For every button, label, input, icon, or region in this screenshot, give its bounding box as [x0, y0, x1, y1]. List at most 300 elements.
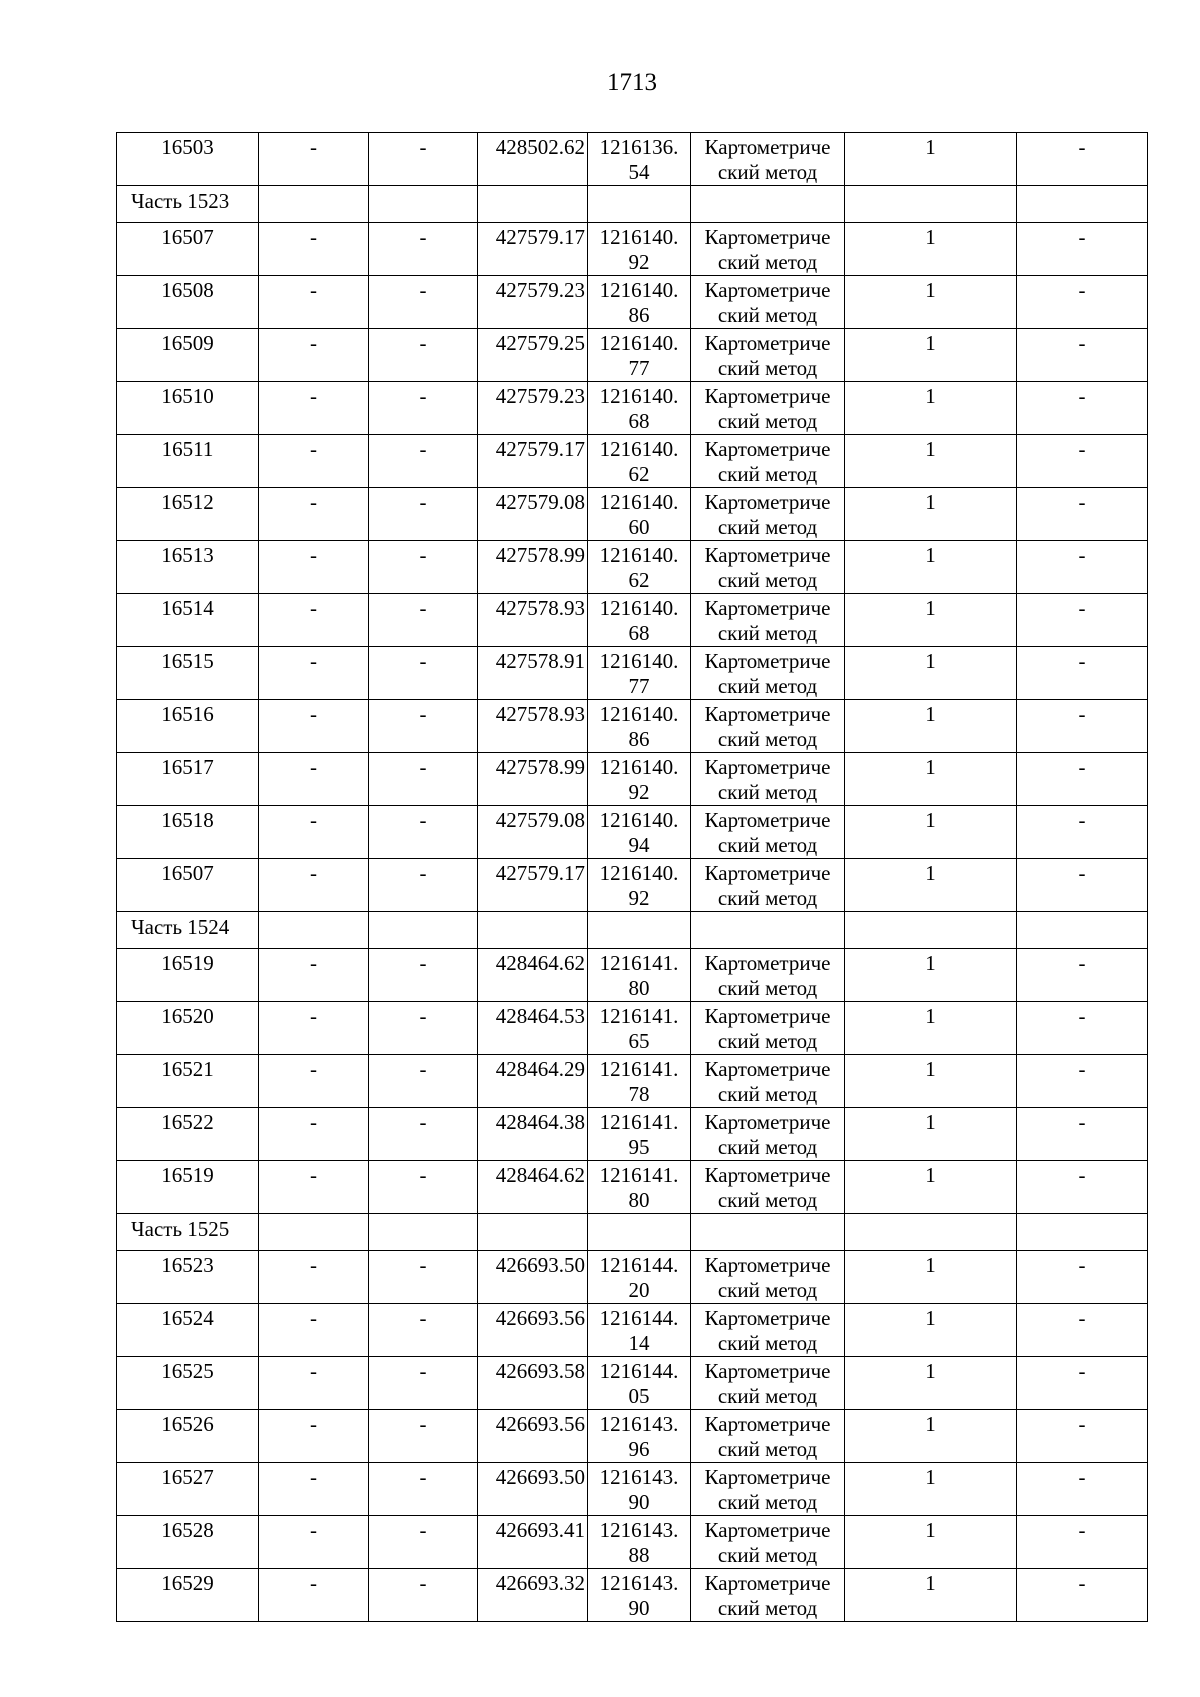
empty-cell	[478, 912, 588, 949]
point-number-cell: 16529	[117, 1569, 259, 1622]
y-coordinate-part2: 92	[628, 780, 650, 804]
method-cell	[691, 1161, 845, 1214]
y-coordinate-cell	[588, 1161, 691, 1214]
x-coordinate-cell: 427579.17	[478, 435, 588, 488]
method-line1: Картометриче	[704, 1571, 831, 1595]
dash-cell: -	[259, 1463, 369, 1516]
y-coordinate-cell	[588, 329, 691, 382]
method-line1: Картометриче	[704, 1465, 831, 1489]
accuracy-cell: 1	[845, 859, 1017, 912]
dash-cell: -	[259, 276, 369, 329]
accuracy-cell: 1	[845, 594, 1017, 647]
method-line1: Картометриче	[704, 649, 831, 673]
dash-cell: -	[369, 949, 478, 1002]
section-label: Часть 1524	[117, 912, 259, 949]
dash-cell: -	[1017, 1002, 1148, 1055]
dash-cell: -	[369, 1055, 478, 1108]
point-number-cell: 16527	[117, 1463, 259, 1516]
dash-cell: -	[369, 1304, 478, 1357]
dash-cell: -	[369, 700, 478, 753]
accuracy-cell: 1	[845, 700, 1017, 753]
method-line2: ский метод	[717, 1596, 818, 1620]
empty-cell	[588, 912, 691, 949]
y-coordinate-cell	[588, 700, 691, 753]
x-coordinate-cell: 427578.93	[478, 700, 588, 753]
dash-cell: -	[259, 594, 369, 647]
method-cell	[691, 276, 845, 329]
empty-cell	[1017, 1214, 1148, 1251]
y-coordinate-part1: 1216140.	[599, 543, 679, 567]
table-row	[117, 1108, 1148, 1161]
x-coordinate-cell: 428464.38	[478, 1108, 588, 1161]
y-coordinate-part2: 77	[628, 674, 650, 698]
empty-cell	[369, 1214, 478, 1251]
accuracy-cell: 1	[845, 1357, 1017, 1410]
empty-cell	[369, 186, 478, 223]
empty-cell	[691, 912, 845, 949]
dash-cell: -	[1017, 382, 1148, 435]
dash-cell: -	[259, 1357, 369, 1410]
empty-cell	[691, 1214, 845, 1251]
y-coordinate-part1: 1216140.	[599, 755, 679, 779]
method-line2: ский метод	[717, 1278, 818, 1302]
method-cell	[691, 647, 845, 700]
dash-cell: -	[259, 1410, 369, 1463]
table-row	[117, 753, 1148, 806]
dash-cell: -	[259, 859, 369, 912]
dash-cell: -	[1017, 223, 1148, 276]
table-row	[117, 329, 1148, 382]
method-cell	[691, 1357, 845, 1410]
table-row	[117, 1002, 1148, 1055]
y-coordinate-cell	[588, 382, 691, 435]
table-row	[117, 859, 1148, 912]
dash-cell: -	[259, 541, 369, 594]
dash-cell: -	[369, 435, 478, 488]
method-cell	[691, 1002, 845, 1055]
section-label: Часть 1525	[117, 1214, 259, 1251]
method-cell	[691, 223, 845, 276]
method-line1: Картометриче	[704, 596, 831, 620]
dash-cell: -	[259, 753, 369, 806]
method-line1: Картометриче	[704, 702, 831, 726]
accuracy-cell: 1	[845, 382, 1017, 435]
dash-cell: -	[259, 1251, 369, 1304]
x-coordinate-cell: 428464.53	[478, 1002, 588, 1055]
table-row	[117, 223, 1148, 276]
dash-cell: -	[369, 753, 478, 806]
method-cell	[691, 488, 845, 541]
method-line2: ский метод	[717, 1331, 818, 1355]
empty-cell	[845, 912, 1017, 949]
method-line2: ский метод	[717, 1543, 818, 1567]
dash-cell: -	[369, 329, 478, 382]
dash-cell: -	[369, 1410, 478, 1463]
dash-cell: -	[369, 1251, 478, 1304]
accuracy-cell: 1	[845, 1002, 1017, 1055]
point-number-cell: 16503	[117, 133, 259, 186]
point-number-cell: 16507	[117, 223, 259, 276]
method-line1: Картометриче	[704, 384, 831, 408]
method-line1: Картометриче	[704, 1163, 831, 1187]
point-number-cell: 16520	[117, 1002, 259, 1055]
method-cell	[691, 949, 845, 1002]
y-coordinate-part2: 68	[628, 409, 650, 433]
table-row	[117, 647, 1148, 700]
x-coordinate-cell: 427578.99	[478, 541, 588, 594]
table-row	[117, 276, 1148, 329]
dash-cell: -	[369, 133, 478, 186]
dash-cell: -	[259, 223, 369, 276]
accuracy-cell: 1	[845, 1251, 1017, 1304]
empty-cell	[259, 1214, 369, 1251]
y-coordinate-part1: 1216143.	[599, 1518, 679, 1542]
dash-cell: -	[259, 488, 369, 541]
dash-cell: -	[1017, 435, 1148, 488]
point-number-cell: 16517	[117, 753, 259, 806]
x-coordinate-cell: 428464.62	[478, 1161, 588, 1214]
dash-cell: -	[369, 594, 478, 647]
y-coordinate-part2: 68	[628, 621, 650, 645]
x-coordinate-cell: 426693.56	[478, 1304, 588, 1357]
dash-cell: -	[259, 1108, 369, 1161]
method-cell	[691, 753, 845, 806]
method-line2: ский метод	[717, 1437, 818, 1461]
accuracy-cell: 1	[845, 1304, 1017, 1357]
method-line1: Картометриче	[704, 543, 831, 567]
method-cell	[691, 594, 845, 647]
dash-cell: -	[369, 1108, 478, 1161]
y-coordinate-part1: 1216140.	[599, 225, 679, 249]
dash-cell: -	[1017, 753, 1148, 806]
dash-cell: -	[1017, 276, 1148, 329]
y-coordinate-part1: 1216141.	[599, 951, 679, 975]
section-label: Часть 1523	[117, 186, 259, 223]
method-line2: ский метод	[717, 303, 818, 327]
method-line1: Картометриче	[704, 1306, 831, 1330]
dash-cell: -	[259, 647, 369, 700]
table-row	[117, 1161, 1148, 1214]
y-coordinate-cell	[588, 1569, 691, 1622]
accuracy-cell: 1	[845, 1410, 1017, 1463]
y-coordinate-part1: 1216144.	[599, 1359, 679, 1383]
y-coordinate-cell	[588, 435, 691, 488]
empty-cell	[588, 1214, 691, 1251]
empty-cell	[1017, 912, 1148, 949]
y-coordinate-cell	[588, 647, 691, 700]
y-coordinate-part1: 1216144.	[599, 1306, 679, 1330]
method-line2: ский метод	[717, 1490, 818, 1514]
dash-cell: -	[1017, 488, 1148, 541]
y-coordinate-part2: 90	[628, 1490, 650, 1514]
dash-cell: -	[369, 859, 478, 912]
dash-cell: -	[1017, 594, 1148, 647]
y-coordinate-part2: 54	[628, 160, 650, 184]
method-cell	[691, 1569, 845, 1622]
accuracy-cell: 1	[845, 1108, 1017, 1161]
accuracy-cell: 1	[845, 1161, 1017, 1214]
method-cell	[691, 382, 845, 435]
y-coordinate-cell	[588, 1410, 691, 1463]
accuracy-cell: 1	[845, 647, 1017, 700]
point-number-cell: 16511	[117, 435, 259, 488]
x-coordinate-cell: 427579.23	[478, 382, 588, 435]
dash-cell: -	[1017, 647, 1148, 700]
y-coordinate-part1: 1216141.	[599, 1004, 679, 1028]
table-row	[117, 1304, 1148, 1357]
method-line2: ский метод	[717, 727, 818, 751]
dash-cell: -	[369, 488, 478, 541]
method-cell	[691, 1108, 845, 1161]
y-coordinate-cell	[588, 753, 691, 806]
dash-cell: -	[369, 382, 478, 435]
x-coordinate-cell: 427579.08	[478, 488, 588, 541]
accuracy-cell: 1	[845, 949, 1017, 1002]
method-line1: Картометриче	[704, 225, 831, 249]
method-cell	[691, 859, 845, 912]
x-coordinate-cell: 428464.62	[478, 949, 588, 1002]
method-line1: Картометриче	[704, 490, 831, 514]
x-coordinate-cell: 426693.41	[478, 1516, 588, 1569]
table-row	[117, 1463, 1148, 1516]
method-cell	[691, 1251, 845, 1304]
dash-cell: -	[259, 1055, 369, 1108]
dash-cell: -	[259, 435, 369, 488]
method-line1: Картометриче	[704, 437, 831, 461]
method-line2: ский метод	[717, 674, 818, 698]
point-number-cell: 16518	[117, 806, 259, 859]
y-coordinate-cell	[588, 949, 691, 1002]
table-row	[117, 700, 1148, 753]
dash-cell: -	[259, 1304, 369, 1357]
point-number-cell: 16521	[117, 1055, 259, 1108]
method-line1: Картометриче	[704, 951, 831, 975]
point-number-cell: 16509	[117, 329, 259, 382]
table-row	[117, 435, 1148, 488]
y-coordinate-cell	[588, 1357, 691, 1410]
dash-cell: -	[1017, 859, 1148, 912]
empty-cell	[691, 186, 845, 223]
x-coordinate-cell: 427578.93	[478, 594, 588, 647]
accuracy-cell: 1	[845, 329, 1017, 382]
point-number-cell: 16525	[117, 1357, 259, 1410]
dash-cell: -	[369, 1161, 478, 1214]
method-line2: ский метод	[717, 515, 818, 539]
dash-cell: -	[1017, 949, 1148, 1002]
dash-cell: -	[1017, 1251, 1148, 1304]
method-cell	[691, 1410, 845, 1463]
method-line1: Картометриче	[704, 1518, 831, 1542]
accuracy-cell: 1	[845, 541, 1017, 594]
y-coordinate-cell	[588, 859, 691, 912]
y-coordinate-part2: 80	[628, 976, 650, 1000]
table-row	[117, 541, 1148, 594]
dash-cell: -	[369, 806, 478, 859]
y-coordinate-part2: 77	[628, 356, 650, 380]
x-coordinate-cell: 427579.17	[478, 223, 588, 276]
table-row	[117, 382, 1148, 435]
dash-cell: -	[1017, 329, 1148, 382]
x-coordinate-cell: 427579.25	[478, 329, 588, 382]
point-number-cell: 16512	[117, 488, 259, 541]
dash-cell: -	[369, 276, 478, 329]
x-coordinate-cell: 427578.99	[478, 753, 588, 806]
accuracy-cell: 1	[845, 1569, 1017, 1622]
method-line2: ский метод	[717, 1188, 818, 1212]
y-coordinate-cell	[588, 1108, 691, 1161]
point-number-cell: 16507	[117, 859, 259, 912]
y-coordinate-cell	[588, 1251, 691, 1304]
y-coordinate-part1: 1216140.	[599, 596, 679, 620]
method-line2: ский метод	[717, 1082, 818, 1106]
y-coordinate-part2: 86	[628, 303, 650, 327]
y-coordinate-cell	[588, 223, 691, 276]
x-coordinate-cell: 426693.50	[478, 1251, 588, 1304]
method-line2: ский метод	[717, 976, 818, 1000]
y-coordinate-part1: 1216143.	[599, 1412, 679, 1436]
empty-cell	[259, 186, 369, 223]
method-cell	[691, 133, 845, 186]
accuracy-cell: 1	[845, 806, 1017, 859]
x-coordinate-cell: 428502.62	[478, 133, 588, 186]
y-coordinate-cell	[588, 1463, 691, 1516]
empty-cell	[369, 912, 478, 949]
y-coordinate-part2: 80	[628, 1188, 650, 1212]
method-line2: ский метод	[717, 833, 818, 857]
point-number-cell: 16523	[117, 1251, 259, 1304]
x-coordinate-cell: 427579.08	[478, 806, 588, 859]
x-coordinate-cell: 426693.50	[478, 1463, 588, 1516]
accuracy-cell: 1	[845, 223, 1017, 276]
dash-cell: -	[1017, 1108, 1148, 1161]
x-coordinate-cell: 427579.17	[478, 859, 588, 912]
accuracy-cell: 1	[845, 488, 1017, 541]
dash-cell: -	[259, 700, 369, 753]
y-coordinate-part2: 94	[628, 833, 650, 857]
accuracy-cell: 1	[845, 1055, 1017, 1108]
method-line2: ский метод	[717, 1029, 818, 1053]
x-coordinate-cell: 427578.91	[478, 647, 588, 700]
y-coordinate-cell	[588, 1304, 691, 1357]
dash-cell: -	[259, 1002, 369, 1055]
method-line1: Картометриче	[704, 808, 831, 832]
method-line1: Картометриче	[704, 755, 831, 779]
accuracy-cell: 1	[845, 435, 1017, 488]
y-coordinate-part2: 14	[628, 1331, 650, 1355]
empty-cell	[259, 912, 369, 949]
y-coordinate-part1: 1216140.	[599, 278, 679, 302]
y-coordinate-part1: 1216140.	[599, 437, 679, 461]
y-coordinate-part1: 1216140.	[599, 861, 679, 885]
y-coordinate-part2: 86	[628, 727, 650, 751]
y-coordinate-part2: 88	[628, 1543, 650, 1567]
dash-cell: -	[369, 1463, 478, 1516]
y-coordinate-cell	[588, 541, 691, 594]
y-coordinate-cell	[588, 133, 691, 186]
method-cell	[691, 435, 845, 488]
point-number-cell: 16514	[117, 594, 259, 647]
table-row	[117, 1251, 1148, 1304]
method-line2: ский метод	[717, 160, 818, 184]
table-row	[117, 1410, 1148, 1463]
x-coordinate-cell: 427579.23	[478, 276, 588, 329]
point-number-cell: 16526	[117, 1410, 259, 1463]
method-line2: ский метод	[717, 250, 818, 274]
dash-cell: -	[259, 806, 369, 859]
section-header-row	[117, 186, 1148, 223]
method-cell	[691, 1055, 845, 1108]
y-coordinate-part2: 05	[628, 1384, 650, 1408]
y-coordinate-cell	[588, 1002, 691, 1055]
y-coordinate-part2: 62	[628, 462, 650, 486]
method-line2: ский метод	[717, 621, 818, 645]
method-line2: ский метод	[717, 568, 818, 592]
y-coordinate-part2: 62	[628, 568, 650, 592]
y-coordinate-part2: 65	[628, 1029, 650, 1053]
method-line2: ский метод	[717, 886, 818, 910]
method-cell	[691, 329, 845, 382]
y-coordinate-part2: 60	[628, 515, 650, 539]
point-number-cell: 16524	[117, 1304, 259, 1357]
method-cell	[691, 700, 845, 753]
dash-cell: -	[1017, 1463, 1148, 1516]
y-coordinate-part1: 1216136.	[599, 135, 679, 159]
dash-cell: -	[369, 1569, 478, 1622]
method-line1: Картометриче	[704, 1253, 831, 1277]
method-line1: Картометриче	[704, 1412, 831, 1436]
accuracy-cell: 1	[845, 133, 1017, 186]
point-number-cell: 16515	[117, 647, 259, 700]
point-number-cell: 16510	[117, 382, 259, 435]
method-line1: Картометриче	[704, 1004, 831, 1028]
y-coordinate-cell	[588, 1516, 691, 1569]
y-coordinate-part2: 92	[628, 250, 650, 274]
dash-cell: -	[259, 133, 369, 186]
dash-cell: -	[369, 1002, 478, 1055]
method-line2: ский метод	[717, 462, 818, 486]
dash-cell: -	[1017, 1304, 1148, 1357]
y-coordinate-part1: 1216140.	[599, 649, 679, 673]
dash-cell: -	[1017, 1410, 1148, 1463]
page-number: 1713	[607, 69, 657, 96]
dash-cell: -	[369, 1357, 478, 1410]
method-line2: ский метод	[717, 356, 818, 380]
y-coordinate-part2: 95	[628, 1135, 650, 1159]
table-row	[117, 949, 1148, 1002]
empty-cell	[588, 186, 691, 223]
y-coordinate-part1: 1216143.	[599, 1571, 679, 1595]
dash-cell: -	[259, 382, 369, 435]
dash-cell: -	[1017, 1055, 1148, 1108]
point-number-cell: 16522	[117, 1108, 259, 1161]
y-coordinate-cell	[588, 1055, 691, 1108]
y-coordinate-part1: 1216140.	[599, 490, 679, 514]
dash-cell: -	[1017, 1357, 1148, 1410]
empty-cell	[1017, 186, 1148, 223]
accuracy-cell: 1	[845, 1463, 1017, 1516]
y-coordinate-cell	[588, 594, 691, 647]
y-coordinate-part1: 1216140.	[599, 384, 679, 408]
y-coordinate-part2: 20	[628, 1278, 650, 1302]
dash-cell: -	[1017, 1516, 1148, 1569]
empty-cell	[478, 1214, 588, 1251]
y-coordinate-part1: 1216141.	[599, 1110, 679, 1134]
table-row	[117, 1055, 1148, 1108]
method-line1: Картометриче	[704, 1057, 831, 1081]
y-coordinate-part1: 1216141.	[599, 1057, 679, 1081]
table-row	[117, 488, 1148, 541]
dash-cell: -	[369, 647, 478, 700]
